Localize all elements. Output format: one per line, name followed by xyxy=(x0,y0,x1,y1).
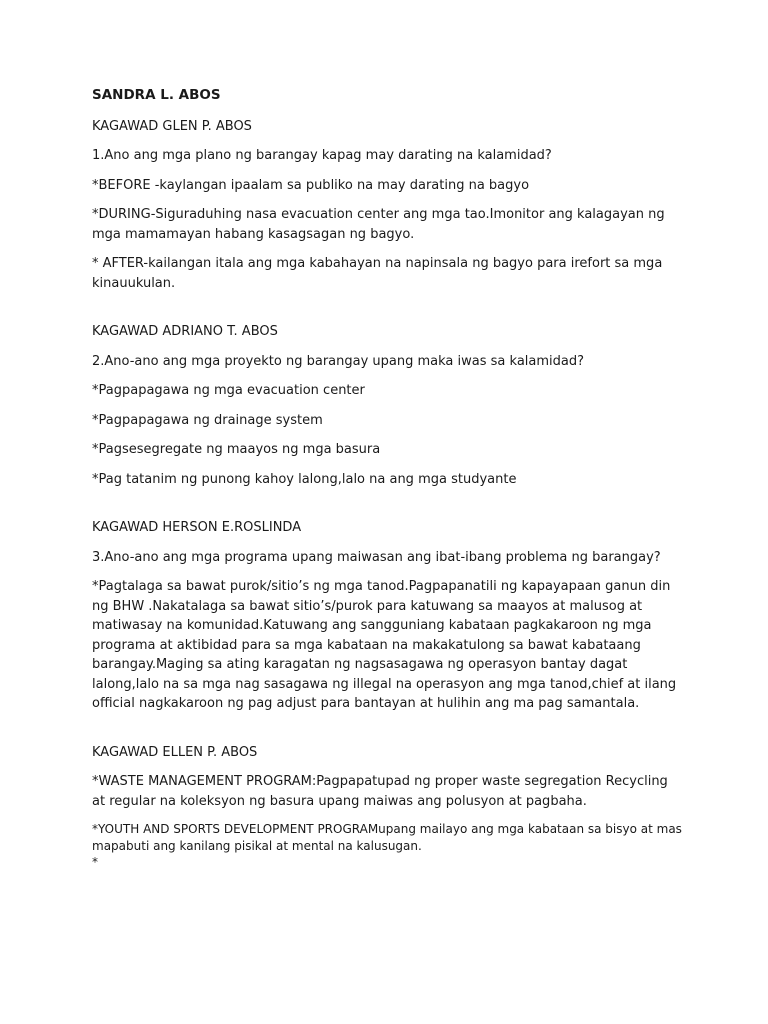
answer-text: * AFTER-kailangan itala ang mga kabahayan na napinsala ng bagyo para irefort sa mga kinauukulan. xyxy=(92,256,663,291)
answer-text: *Pagtalaga sa bawat purok/sitio’s ng mga tanod.Pagpapanatili ng kapayapaan ganun din ng BHW .Nakatalaga sa bawat sitio’s/purok para katuwang sa maayos at malusog at matiwasay na komunidad.Katuwang ang sangguniang kabataan pagkakaroon ng mga programa at aktibidad para sa mga kabataan na makakatulong sa bawat kabataang barangay.Maging sa ating karagatan ng nagsasagawa ng operasyon bantay dagat lalong,lalo na sa mga nag sasagawa ng illegal na operasyon ang mga tanod,chief at ilang official nagkakaroon ng pag adjust para bantayan at hulihin ang ma pag samantala. xyxy=(92,579,677,711)
question-text: 2.Ano-ano ang mga proyekto ng barangay upang maka iwas sa kalamidad? xyxy=(92,353,585,369)
answer-text-small: *YOUTH AND SPORTS DEVELOPMENT PROGRAMupang mailayo ang mga kabataan sa bisyo at mas mapabuti ang kanilang pisikal at mental na kalusugan. xyxy=(92,822,682,853)
document-page xyxy=(92,86,682,869)
answer-text: *Pagpapagawa ng mga evacuation center xyxy=(92,383,365,398)
section-ellen-abos xyxy=(92,743,682,870)
answer-text: *Pag tatanim ng punong kahoy lalong,lalo na ang mga studyante xyxy=(92,471,517,487)
section-spacer xyxy=(92,724,682,743)
section-spacer xyxy=(92,303,682,322)
trailing-asterisk: * xyxy=(92,855,98,869)
document-title: SANDRA L. ABOS xyxy=(92,87,221,103)
answer-text: *BEFORE -kaylangan ipaalam sa publiko na may darating na bagyo xyxy=(92,177,530,193)
section-herson-roslinda xyxy=(92,518,682,714)
answer-text: *Pagpapagawa ng drainage system xyxy=(92,412,323,428)
section-heading: KAGAWAD GLEN P. ABOS xyxy=(92,118,252,134)
answer-text: *DURING-Siguraduhing nasa evacuation center ang mga tao.Imonitor ang kalagayan ng mga mamamayan habang kasagsagan ng bagyo. xyxy=(92,207,665,242)
answer-text: *WASTE MANAGEMENT PROGRAM:Pagpapatupad ng proper waste segregation Recycling at regular na koleksyon ng basura upang maiwas ang polusyon at pagbaha. xyxy=(92,774,668,809)
question-text: 3.Ano-ano ang mga programa upang maiwasan ang ibat-ibang problema ng barangay? xyxy=(92,549,661,565)
section-glen-abos xyxy=(92,117,682,294)
question-text: 1.Ano ang mga plano ng barangay kapag may darating na kalamidad? xyxy=(92,148,552,163)
section-spacer xyxy=(92,499,682,518)
section-heading: KAGAWAD HERSON E.ROSLINDA xyxy=(92,520,302,535)
answer-text: *Pagsesegregate ng maayos ng mga basura xyxy=(92,442,381,457)
section-heading: KAGAWAD ELLEN P. ABOS xyxy=(92,744,258,760)
section-heading: KAGAWAD ADRIANO T. ABOS xyxy=(92,324,278,339)
section-adriano-abos xyxy=(92,322,682,489)
